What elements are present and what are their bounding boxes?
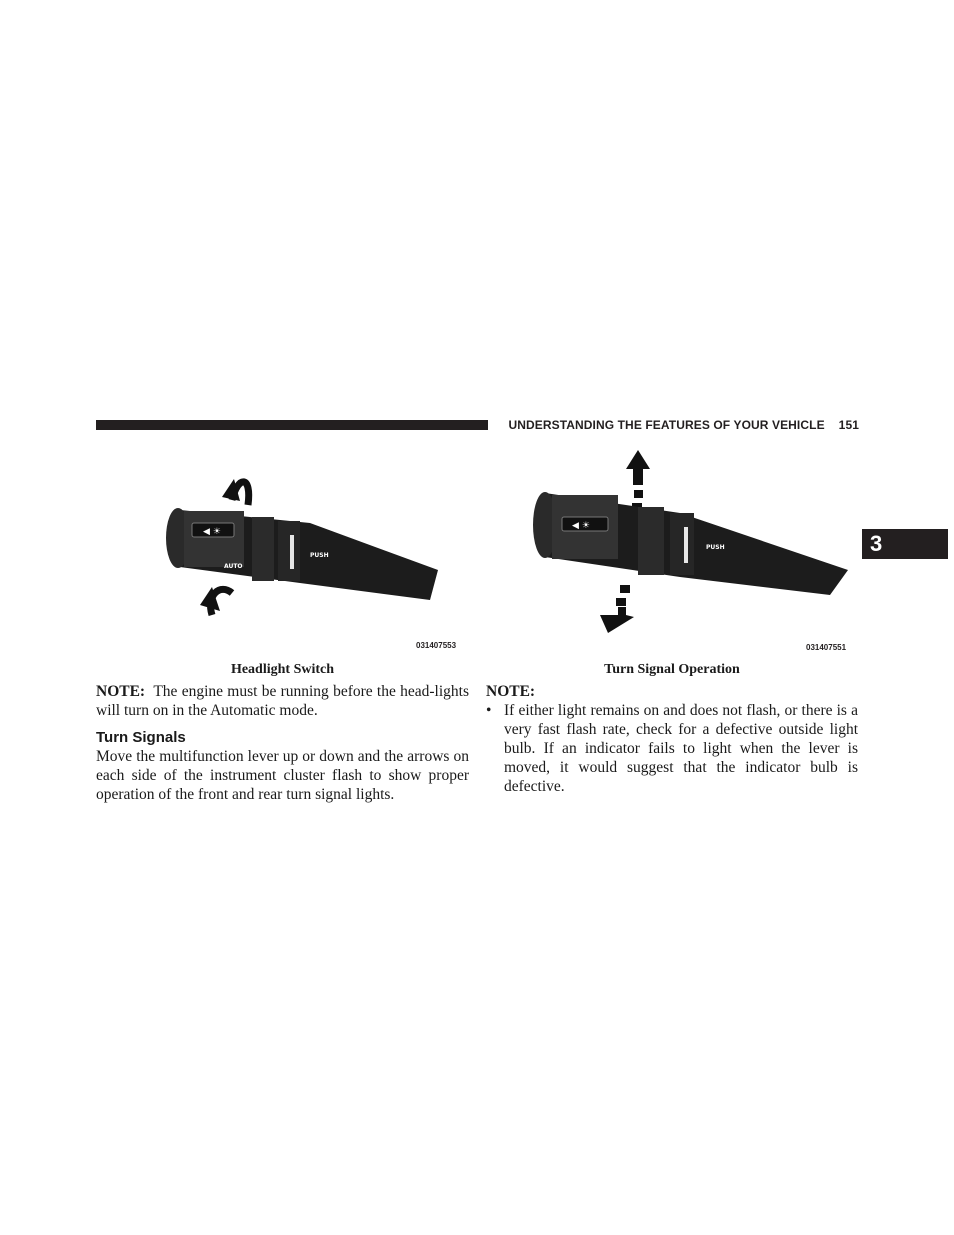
list-item <box>486 701 858 796</box>
up-arrow <box>626 450 650 485</box>
headlight-note <box>96 682 469 720</box>
svg-text:PUSH: PUSH <box>310 552 329 559</box>
figure-code: 031407553 <box>416 641 457 650</box>
turn-signals-body: Move the multifunction lever up or down and the arrows on each side of the instrument cluster flash to show proper operation of the front and rear turn signal lights. <box>96 748 469 803</box>
headlight-switch-figure <box>160 465 470 655</box>
figure-code: 031407551 <box>806 643 847 652</box>
down-arrow <box>620 585 630 593</box>
page-number: 151 <box>838 418 859 432</box>
headlight-lever-illustration <box>160 465 470 655</box>
svg-text:PUSH: PUSH <box>706 544 725 551</box>
figure-caption: Turn Signal Operation <box>604 662 740 677</box>
turn-signal-note <box>486 682 858 796</box>
note-label: NOTE: <box>486 683 536 700</box>
svg-text:AUTO: AUTO <box>224 563 243 570</box>
header-rule <box>96 420 488 430</box>
bullet-icon: • <box>486 702 492 719</box>
turn-signal-figure <box>530 445 860 657</box>
turn-signal-lever-illustration <box>530 445 860 657</box>
section-title: UNDERSTANDING THE FEATURES OF YOUR VEHICLE <box>508 418 825 432</box>
note-label: NOTE: <box>96 683 146 700</box>
chapter-tab: 3 <box>862 529 948 559</box>
figure-caption: Headlight Switch <box>230 662 335 677</box>
note-text: The engine must be running before the head-lights will turn on in the Automatic mode. <box>96 683 469 719</box>
svg-text:◀ ☀: ◀ ☀ <box>203 527 221 537</box>
bullet-text: If either light remains on and does not flash, or there is a very fast flash rate, check for a defective outside light bulb. If an indicator fails to light when the lever is moved, it would suggest that the indicator bulb is defective. <box>504 702 858 795</box>
section-heading: Turn Signals <box>96 729 186 746</box>
svg-text:◀ ☀: ◀ ☀ <box>572 521 590 531</box>
running-header <box>497 418 859 432</box>
